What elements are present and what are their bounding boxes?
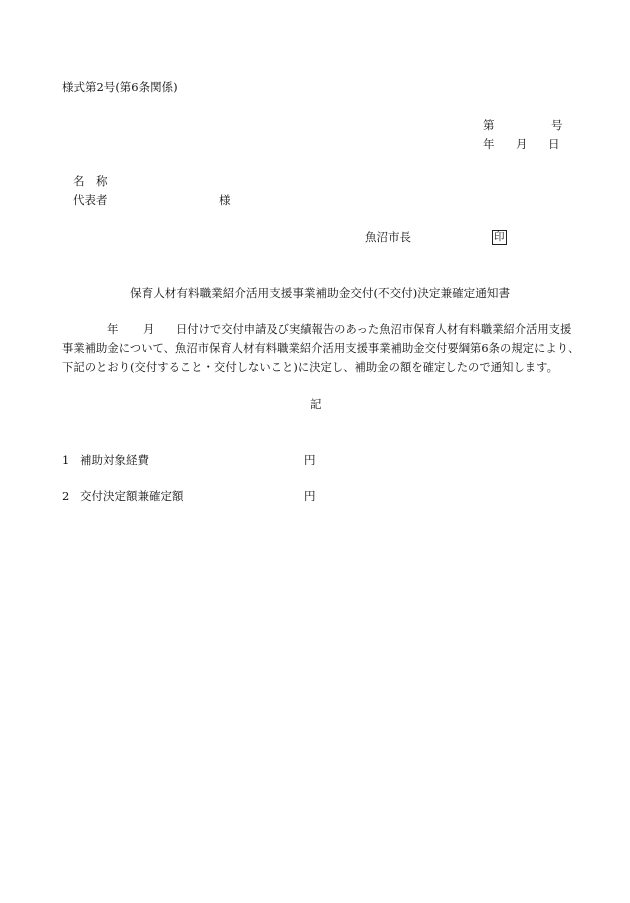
date-day: 日 xyxy=(548,137,560,151)
number-go: 号 xyxy=(551,118,563,132)
number-dai: 第 xyxy=(483,118,495,132)
item-1-label: 補助対象経費 xyxy=(80,453,149,467)
recipient-representative-label: 代表者 xyxy=(73,193,108,207)
recipient-name-label: 名 称 xyxy=(73,174,108,188)
document-title: 保育人材有料職業紹介活用支援事業補助金交付(不交付)決定兼確定通知書 xyxy=(130,286,511,300)
date-month: 月 xyxy=(516,137,528,151)
item-2-unit: 円 xyxy=(304,489,316,503)
item-1-number: 1 xyxy=(62,453,70,467)
body-line-3: 下記のとおり(交付すること・交付しないこと)に決定し、補助金の額を確定したので通知します。 xyxy=(62,361,558,374)
ki-heading: 記 xyxy=(310,397,322,411)
date-year: 年 xyxy=(483,137,495,151)
item-2-number: 2 xyxy=(62,489,70,503)
item-1-unit: 円 xyxy=(304,453,316,467)
seal-mark xyxy=(492,230,507,245)
body-year: 年 xyxy=(107,322,119,336)
item-2-label: 交付決定額兼確定額 xyxy=(80,489,184,503)
form-number-label: 様式第2号(第6条関係) xyxy=(62,80,178,94)
seal-text: 印 xyxy=(494,231,505,243)
body-line-1: 日付けで交付申請及び実績報告のあった魚沼市保育人材有料職業紹介活用支援 xyxy=(176,323,572,336)
body-month: 月 xyxy=(143,322,155,336)
recipient-honorific: 様 xyxy=(219,193,231,207)
body-line-2: 事業補助金について、魚沼市保育人材有料職業紹介活用支援事業補助金交付要綱第6条の規定により、 xyxy=(62,342,580,355)
issuer-title: 魚沼市長 xyxy=(365,230,411,244)
